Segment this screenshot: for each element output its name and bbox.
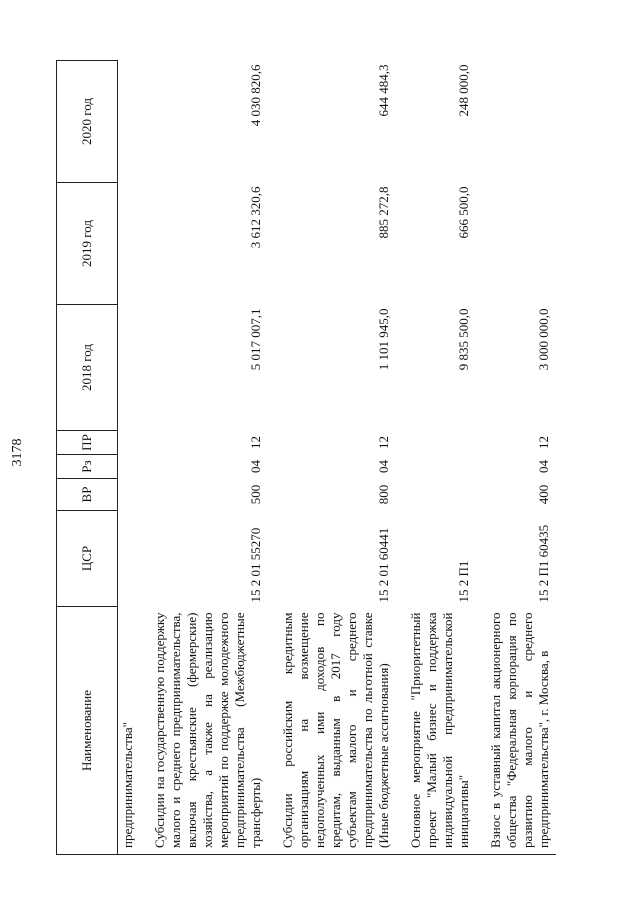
row-vr: 400 xyxy=(536,484,551,505)
row-2020: 644 484,3 xyxy=(376,64,391,117)
row-pr: 12 xyxy=(376,436,391,449)
row-2019 xyxy=(118,183,141,305)
row-2018: 1 101 945,0 xyxy=(376,308,391,371)
row-2020: 4 030 820,6 xyxy=(248,64,263,127)
row-vr: 800 xyxy=(376,484,391,505)
row-2019: 666 500,0 xyxy=(456,186,471,239)
row-2018: 5 017 007,1 xyxy=(248,308,263,371)
row-csr: 15 2 П1 60435 xyxy=(536,524,551,603)
row-pr: 12 xyxy=(248,436,263,449)
header-2018: 2018 год xyxy=(57,305,118,431)
table-row xyxy=(118,61,141,855)
page-number: 3178 xyxy=(10,438,25,467)
row-vr: 500 xyxy=(248,484,263,505)
row-csr xyxy=(118,511,141,607)
row-pr: 12 xyxy=(536,436,551,449)
row-2020: 248 000,0 xyxy=(456,64,471,117)
table-row xyxy=(140,61,268,855)
table-row xyxy=(396,61,476,855)
row-rz: 04 xyxy=(248,460,263,473)
row-csr: 15 2 01 60441 xyxy=(376,527,391,603)
row-name: Основное мероприятие "Приоритетный проект "Малый бизнес и поддержка индивидуальной предпринимательской инициативы" xyxy=(396,607,476,855)
row-pr xyxy=(118,431,141,455)
table-row xyxy=(268,61,396,855)
row-rz: 04 xyxy=(536,460,551,473)
row-2019: 3 612 320,6 xyxy=(248,186,263,249)
row-vr xyxy=(396,479,476,511)
header-pr: ПР xyxy=(57,431,118,455)
row-2018 xyxy=(118,305,141,431)
row-rz: 04 xyxy=(376,460,391,473)
row-csr: 15 2 01 55270 xyxy=(248,527,263,603)
row-name: Субсидии российским кредитным организациям на возмещение недополученных ими доходов по кредитам, выданным в 2017 году субъектам малого и среднего предпринимательства по льготной ставке (Иные бюджетные ассигнования) xyxy=(268,607,396,855)
row-rz xyxy=(396,455,476,479)
row-csr: 15 2 П1 xyxy=(456,560,471,603)
row-rz xyxy=(118,455,141,479)
header-row xyxy=(57,61,118,855)
header-vr: ВР xyxy=(57,479,118,511)
row-2018: 3 000 000,0 xyxy=(536,308,551,371)
row-pr xyxy=(396,431,476,455)
row-2020 xyxy=(118,61,141,183)
header-2019: 2019 год xyxy=(57,183,118,305)
header-csr: ЦСР xyxy=(57,511,118,607)
row-name: Взнос в уставный капитал акционерного общества "Федеральная корпорация по развитию малого и среднего предпринимательства", г. Москва, в xyxy=(476,607,556,855)
row-2020 xyxy=(476,61,556,183)
row-vr xyxy=(118,479,141,511)
header-rz: Рз xyxy=(57,455,118,479)
row-name: предпринимательства" xyxy=(118,607,141,855)
row-2019 xyxy=(476,183,556,305)
row-2018: 9 835 500,0 xyxy=(456,308,471,371)
header-name: Наименование xyxy=(57,607,118,855)
table-row xyxy=(476,61,556,855)
budget-table xyxy=(56,60,556,855)
header-2020: 2020 год xyxy=(57,61,118,183)
row-name: Субсидии на государственную поддержку малого и среднего предпринимательства, включая крестьянские (фермерские) хозяйства, а также на реализацию мероприятий по поддержке молодежного предпринимательства (Межбюджетные трансферты) xyxy=(140,607,268,855)
row-2019: 885 272,8 xyxy=(376,186,391,239)
